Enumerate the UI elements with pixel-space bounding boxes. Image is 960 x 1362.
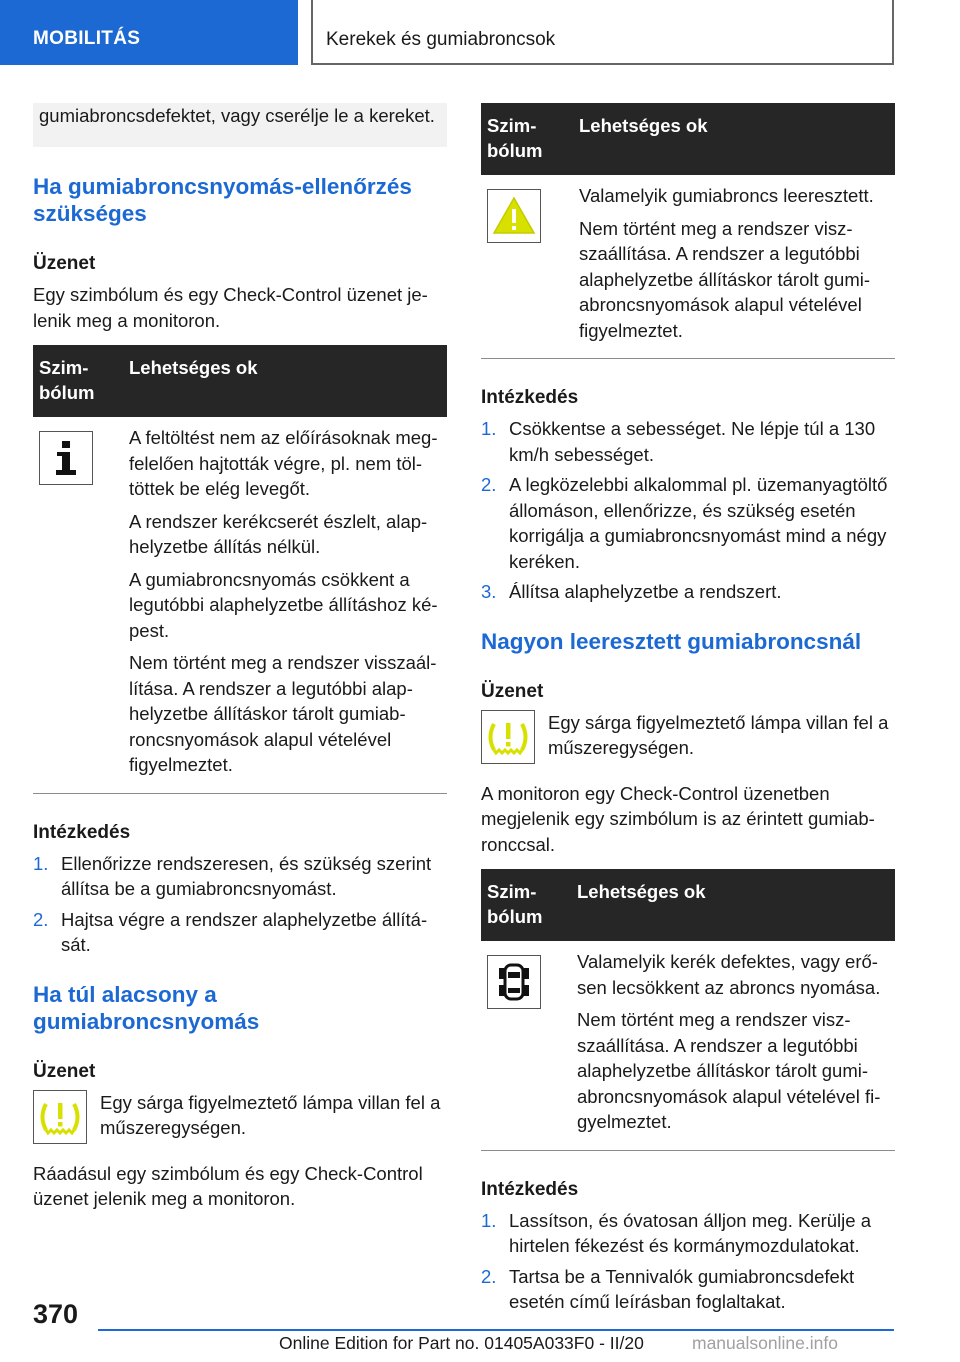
action-heading: Intézkedés (33, 821, 131, 843)
chapter-header (311, 0, 894, 65)
tire-pressure-warning-icon (33, 1090, 87, 1144)
cause-text: Nem történt meg a rendszer viszszaállítása. A rendszer a legutóbbi alaphelyzetbe állításkor tárolt gumiabroncsnyomások alapul vételével figyelmeztet. (577, 1009, 881, 1132)
chapter-title: Kerekek és gumiabroncsok (326, 29, 556, 50)
table-header-symbol: Szimbólum (481, 103, 573, 175)
lamp-text: Egy sárga figyelmeztető lámpa villan fel a műszeregységen. (100, 1091, 441, 1138)
list-item: 1. Lassítson, és óvatosan álljon meg. Kerülje a hirtelen fékezést és kormánymozdulatokat. (481, 1209, 871, 1256)
cause-text: Valamelyik gumiabroncs leeresztett. (579, 185, 874, 206)
right-column (481, 103, 895, 1320)
cause-text: A gumiabroncsnyomás csökkent a legutóbbi alaphelyzetbe állításhoz képest. (129, 568, 438, 641)
table-header-cause: Lehetséges ok (571, 869, 895, 941)
action-heading: Intézkedés (481, 387, 579, 408)
table-header-row (33, 345, 447, 417)
table-header-cause: Lehetséges ok (573, 103, 895, 175)
section-heading-check-needed: Ha gumiabroncsnyomás-ellenőrzés szükséges (33, 174, 412, 226)
table-row (33, 417, 447, 793)
page-number: 370 (33, 1299, 79, 1329)
message-text: Egy szimbólum és egy Check-Control üzenet jelenik meg a monitoron. (33, 284, 428, 331)
message-heading: Üzenet (33, 1060, 96, 1082)
cause-text: Nem történt meg a rendszer viszszaállítása. A rendszer a legutóbbi alaphelyzetbe állításkor tárolt gumiabroncsnyomások alapul vételével figyelmeztet. (579, 217, 871, 341)
tire-pressure-warning-icon (481, 710, 535, 764)
info-icon (39, 431, 93, 485)
cause-cell (573, 175, 895, 359)
cause-cell (571, 941, 895, 1150)
cause-cell (123, 417, 447, 793)
left-column (33, 103, 447, 1212)
lamp-text: Egy sárga figyelmeztető lámpa villan fel a műszeregységen. (548, 711, 889, 758)
symbol-cell (481, 175, 573, 359)
message-heading: Üzenet (481, 680, 544, 702)
section-heading-deflated: Nagyon leeresztett gumiabroncsnál (481, 628, 862, 654)
extra-text: Ráadásul egy szimbólum és egy Check-Control üzenet jelenik meg a monitoron. (33, 1162, 423, 1209)
message-heading: Üzenet (33, 253, 96, 274)
cause-text: Nem történt meg a rendszer visszaállítása. A rendszer a legutóbbi alaphelyzetbe állításkor tárolt gumiabroncsnyomások alapul vételével figyelmeztet. (129, 652, 437, 775)
symbol-cell (33, 417, 123, 793)
action-list (33, 851, 447, 958)
table-row (481, 175, 895, 359)
cause-text: A rendszer kerékcserét észlelt, alaphelyzetbe állítás nélkül. (129, 510, 428, 557)
table-row (481, 941, 895, 1150)
table-header-row (481, 103, 895, 175)
extra-text: A monitoron egy Check-Control üzenetben megjelenik egy szimbólum is az érintett gumiabronccsal. (481, 782, 875, 855)
section-title: MOBILITÁS (33, 28, 141, 49)
action-list (481, 416, 895, 605)
warning-lamp-row (33, 1090, 447, 1141)
symbol-table (33, 345, 447, 794)
symbol-table (481, 103, 895, 359)
edition-text: Online Edition for Part no. 01405A033F0 - II/20 (279, 1333, 644, 1353)
action-heading: Intézkedés (481, 1178, 579, 1200)
list-item: 1. Ellenőrizze rendszeresen, és szükség szerint állítsa be a gumiabroncsnyomást. (33, 852, 432, 899)
list-item: 2. Hajtsa végre a rendszer alaphelyzetbe állítását. (33, 908, 428, 955)
watermark: manualsonline.info (692, 1333, 838, 1353)
section-tab (0, 0, 298, 65)
cause-text: A feltöltést nem az előírásoknak megfelelően hajtották végre, pl. nem töltöttek be elég levegőt. (129, 427, 438, 499)
symbol-table (481, 869, 895, 1151)
table-header-row (481, 869, 895, 941)
section-heading-low-pressure: Ha túl alacsony a gumiabroncsnyomás (33, 981, 260, 1034)
table-header-cause: Lehetséges ok (123, 345, 447, 417)
footer-divider (98, 1329, 894, 1331)
note-box (33, 103, 447, 147)
list-item: 2. A legközelebbi alkalommal pl. üzemanyagtöltő állomáson, ellenőrizze, és szükség esetén korrigálja a gumiabroncsnyomást mind a négy keréken. (481, 474, 888, 572)
cause-text: Valamelyik kerék defektes, vagy erősen lecsökkent az abroncs nyomása. (577, 951, 881, 998)
note-text: gumiabroncsdefektet, vagy cserélje le a kereket. (39, 105, 435, 126)
warning-lamp-row (481, 710, 895, 761)
car-tires-icon (487, 955, 541, 1009)
list-item: 2. Tartsa be a Tennivalók gumiabroncsdefekt esetén című leírásban foglaltakat. (481, 1265, 855, 1312)
list-item: 1. Csökkentse a sebességet. Ne lépje túl a 130 km/h sebességet. (481, 418, 876, 465)
action-list (481, 1208, 895, 1315)
symbol-cell (481, 941, 571, 1150)
warning-triangle-icon (487, 189, 541, 243)
list-item: 3. Állítsa alaphelyzetbe a rendszert. (481, 581, 782, 602)
table-header-symbol: Szimbólum (481, 869, 571, 941)
table-header-symbol: Szimbólum (33, 345, 123, 417)
